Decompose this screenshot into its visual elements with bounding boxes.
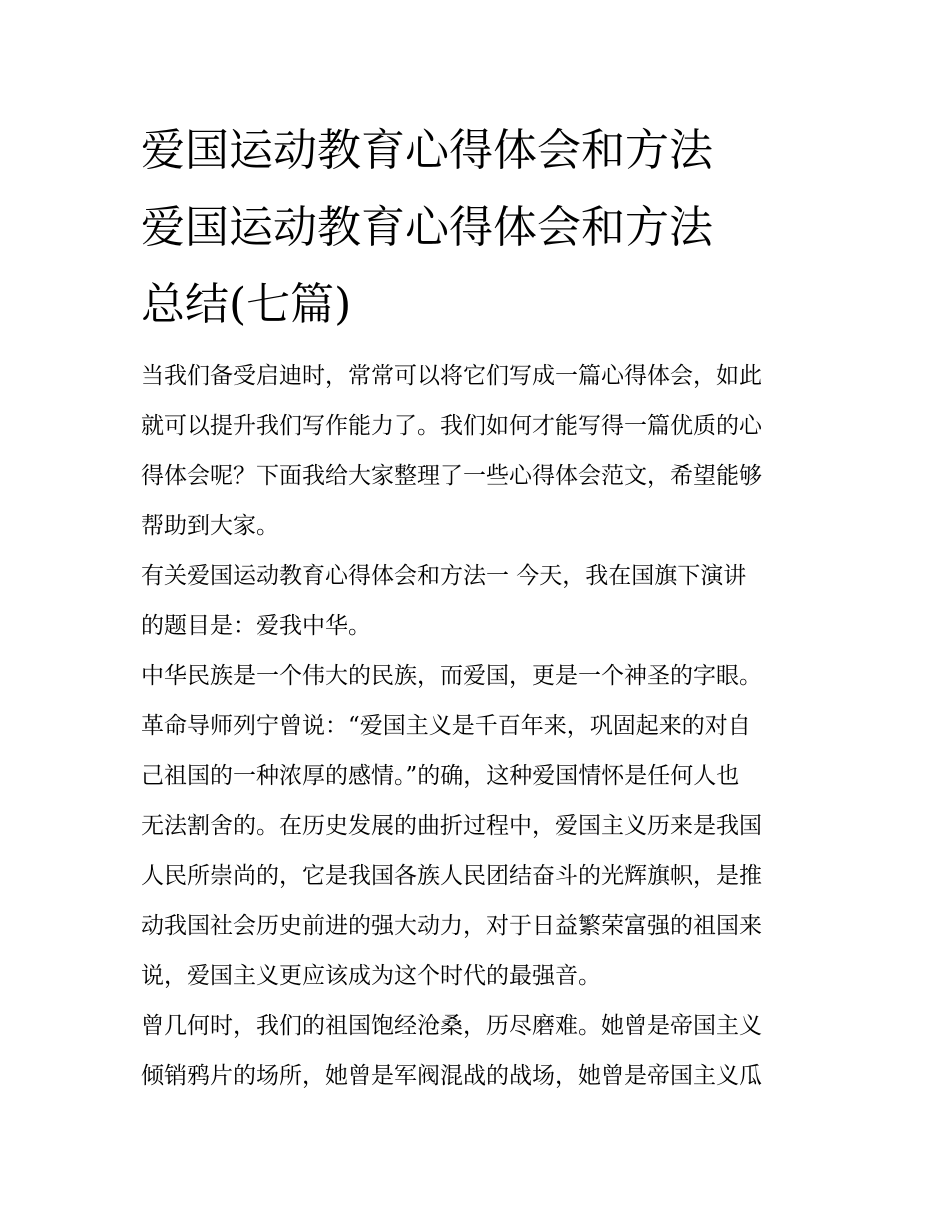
paragraph-line: 有关爱国运动教育心得体会和方法一 今天，我在国旗下演讲 — [141, 563, 747, 589]
paragraph-line: 就可以提升我们写作能力了。我们如何才能写得一篇优质的心 — [141, 413, 762, 439]
paragraph-line: 动我国社会历史前进的强大动力，对于日益繁荣富强的祖国来 — [141, 913, 762, 939]
title-line-2: 爱国运动教育心得体会和方法 — [141, 202, 713, 253]
paragraph-line: 倾销鸦片的场所，她曾是军阀混战的战场，她曾是帝国主义瓜 — [141, 1063, 762, 1089]
paragraph-section-one — [141, 551, 813, 651]
title-line-1: 爱国运动教育心得体会和方法 — [141, 125, 713, 176]
paragraph-line: 曾几何时，我们的祖国饱经沧桑，历尽磨难。她曾是帝国主义 — [141, 1013, 762, 1039]
paragraph-line: 当我们备受启迪时，常常可以将它们写成一篇心得体会，如此 — [141, 363, 762, 389]
document-content — [141, 112, 813, 1101]
paragraph-line: 革命导师列宁曾说：“爱国主义是千百年来，巩固起来的对自 — [141, 713, 751, 739]
paragraph-line: 中华民族是一个伟大的民族，而爱国，更是一个神圣的字眼。 — [141, 663, 762, 689]
paragraph-patriotism — [141, 651, 813, 1001]
document-title — [141, 112, 813, 343]
paragraph-line: 帮助到大家。 — [141, 513, 279, 539]
paragraph-line: 说，爱国主义更应该成为这个时代的最强音。 — [141, 963, 601, 989]
document-body — [141, 351, 813, 1101]
paragraph-history — [141, 1001, 813, 1101]
paragraph-line: 得体会呢？下面我给大家整理了一些心得体会范文，希望能够 — [141, 463, 762, 489]
title-line-3: 总结(七篇) — [141, 279, 352, 330]
paragraph-line: 无法割舍的。在历史发展的曲折过程中，爱国主义历来是我国 — [141, 813, 762, 839]
paragraph-line: 的题目是：爱我中华。 — [141, 613, 371, 639]
paragraph-line: 己祖国的一种浓厚的感情。”的确，这种爱国情怀是任何人也 — [141, 763, 740, 789]
paragraph-intro — [141, 351, 813, 551]
paragraph-line: 人民所崇尚的，它是我国各族人民团结奋斗的光辉旗帜，是推 — [141, 863, 762, 889]
